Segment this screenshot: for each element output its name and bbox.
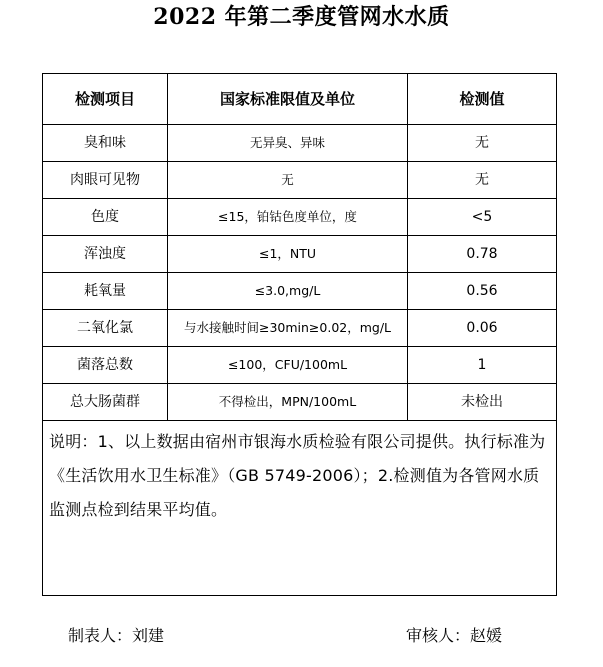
table-note: 说明：1、以上数据由宿州市银海水质检验有限公司提供。执行标准为《生活饮用水卫生标准》（GB 5749-2006）；2.检测值为各管网水质监测点检到结果平均值。 xyxy=(43,421,557,596)
row-item: 菌落总数 xyxy=(43,347,168,384)
row-value: 0.56 xyxy=(408,273,557,310)
prepared-by: 制表人：刘建 xyxy=(68,626,165,645)
header-standard: 国家标准限值及单位 xyxy=(168,74,408,125)
row-item: 色度 xyxy=(43,199,168,236)
row-standard: 不得检出，MPN/100mL xyxy=(168,384,408,421)
row-standard: ≤1，NTU xyxy=(168,236,408,273)
row-item: 浑浊度 xyxy=(43,236,168,273)
row-standard: ≤3.0,mg/L xyxy=(168,273,408,310)
table-note-row xyxy=(43,421,557,596)
row-item: 肉眼可见物 xyxy=(43,162,168,199)
header-item: 检测项目 xyxy=(43,74,168,125)
row-standard: 无异臭、异味 xyxy=(168,125,408,162)
row-item: 二氧化氯 xyxy=(43,310,168,347)
row-standard: 与水接触时间≥30min≥0.02，mg/L xyxy=(168,310,408,347)
table-row xyxy=(43,310,557,347)
water-quality-table xyxy=(42,73,557,596)
page-title: 2022 年第二季度管网水水质 xyxy=(153,4,450,30)
reviewed-by: 审核人：赵媛 xyxy=(406,626,503,645)
row-item: 耗氧量 xyxy=(43,273,168,310)
table-row xyxy=(43,347,557,384)
row-value: <5 xyxy=(408,199,557,236)
row-item: 总大肠菌群 xyxy=(43,384,168,421)
table-row xyxy=(43,273,557,310)
table-row xyxy=(43,236,557,273)
row-standard: 无 xyxy=(168,162,408,199)
table-row xyxy=(43,162,557,199)
table-row xyxy=(43,384,557,421)
row-standard: ≤15，铂钴色度单位，度 xyxy=(168,199,408,236)
row-value: 未检出 xyxy=(408,384,557,421)
table-header-row xyxy=(43,74,557,125)
row-value: 1 xyxy=(408,347,557,384)
row-value: 0.78 xyxy=(408,236,557,273)
row-standard: ≤100，CFU/100mL xyxy=(168,347,408,384)
header-value: 检测值 xyxy=(408,74,557,125)
row-value: 无 xyxy=(408,162,557,199)
row-item: 臭和味 xyxy=(43,125,168,162)
row-value: 0.06 xyxy=(408,310,557,347)
row-value: 无 xyxy=(408,125,557,162)
table-row xyxy=(43,125,557,162)
table-row xyxy=(43,199,557,236)
